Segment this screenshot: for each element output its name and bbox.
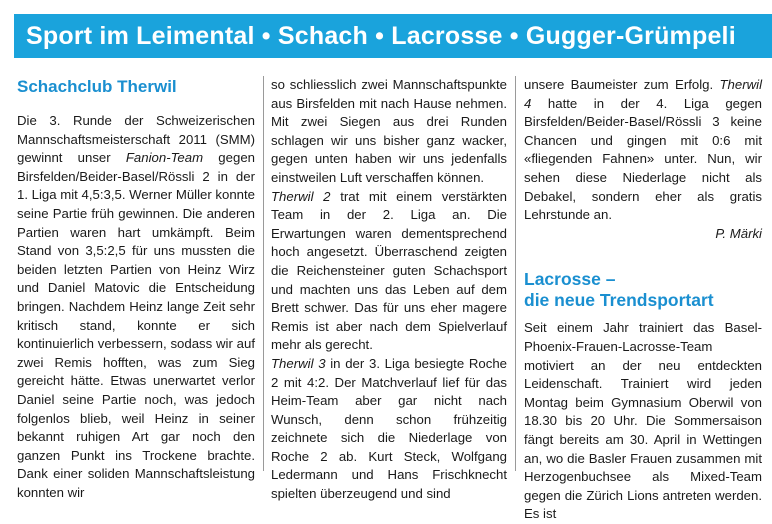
article-paragraph: Therwil 2 trat mit einem verstärkten Team in der 2. Liga an. Die Erwartungen waren dementsprechend hoch angesetzt. Überraschend zeigten die Reichensteiner guten Schachsport und machten uns das Leben auf dem Brett schwer. Das für uns eher magere Remis ist aber nach dem Spielverlauf mehr als gerecht. (271, 188, 508, 353)
author-signature: P. Märki (715, 225, 762, 241)
column-1 (17, 76, 255, 502)
article-heading-schachclub: Schachclub Therwil (17, 77, 177, 96)
article-paragraph: Seit einem Jahr trainiert das Basel-Phoenix-Frauen-Lacrosse-Team motiviert an der neu entdeckten Leidenschaft. Trainiert wird jeden Montag beim Gymnasium Oberwil von 18.30 bis 20 Uhr. Die Sommersaison fängt bereits am 30. April in Wettingen an, wo die Basler Frauen zusammen mit Herzogenbuchsee als Mixed-Team gegen die Zürich Lions antreten werden. Es ist (524, 320, 762, 522)
article-paragraph: unsere Baumeister zum Erfolg. Therwil 4 hatte in der 4. Liga gegen Birsfelden/Beider-Basel/Rössli 3 keine Chancen und gingen mit 0:6 mit «fliegenden Fahnen» unter. Nun, wir sehen diese Niederlage nicht als Debakel, sondern eher als gratis Lehrstunde an. (524, 77, 762, 223)
column-divider (515, 76, 516, 471)
article-paragraph: Therwil 3 in der 3. Liga besiegte Roche 2 mit 4:2. Der Matchverlauf lief für das Heim-Team aber gar nicht nach Wunsch, denn schon frühzeitig zeichnete sich die Niederlage von Roche 2 ab. Kurt Steck, Wolfgang Ledermann und Hans Frischknecht spielten überzeugend und sind (271, 355, 508, 502)
article-paragraph: so schliesslich zwei Mannschaftspunkte aus Birsfelden mit nach Hause nehmen. Mit zwei Siegen aus drei Runden schlagen wir uns bisher ganz wacker, gegen unten haben wir uns jedenfalls einstweilen Luft verschaffen können. (271, 77, 507, 185)
column-2 (271, 76, 507, 504)
article-paragraph: Die 3. Runde der Schweizerischen Mannschaftsmeisterschaft 2011 (SMM) gewinnt unser Fanion-Team gegen Birsfelden/Beider-Basel/Rössli 2 in der 1. Liga mit 4,5:3,5. Werner Müller konnte seine Partie früh gewinnen. Die anderen Partien waren hart umkämpft. Beim Stand von 3,5:2,5 für uns mussten die beiden letzten Partien von Heinz Wirz und Daniel Matovic die Entscheidung bringen. Nachdem Heinz lange Zeit sehr kritisch stand, konnte er sich kontinuierlich verbessern, sodass wir auf zwei Remis hofften, was zum Sieg gereicht hätte. Etwas unerwartet verlor Daniel seine Partie noch, was jedoch folgenlos blieb, weil Heinz in seiner bekannt ruhigen Art gar noch den ganzen Punkt ins Trockene brachte. Dank einer soliden Mannschaftsleistung konnten wir (17, 113, 255, 500)
section-banner (14, 14, 772, 58)
article-heading-lacrosse: Lacrosse – die neue Trendsportart (524, 269, 714, 311)
column-divider (263, 76, 264, 471)
column-3 (524, 76, 762, 524)
banner-title: Sport im Leimental • Schach • Lacrosse • Gugger-Grümpeli (26, 22, 736, 50)
